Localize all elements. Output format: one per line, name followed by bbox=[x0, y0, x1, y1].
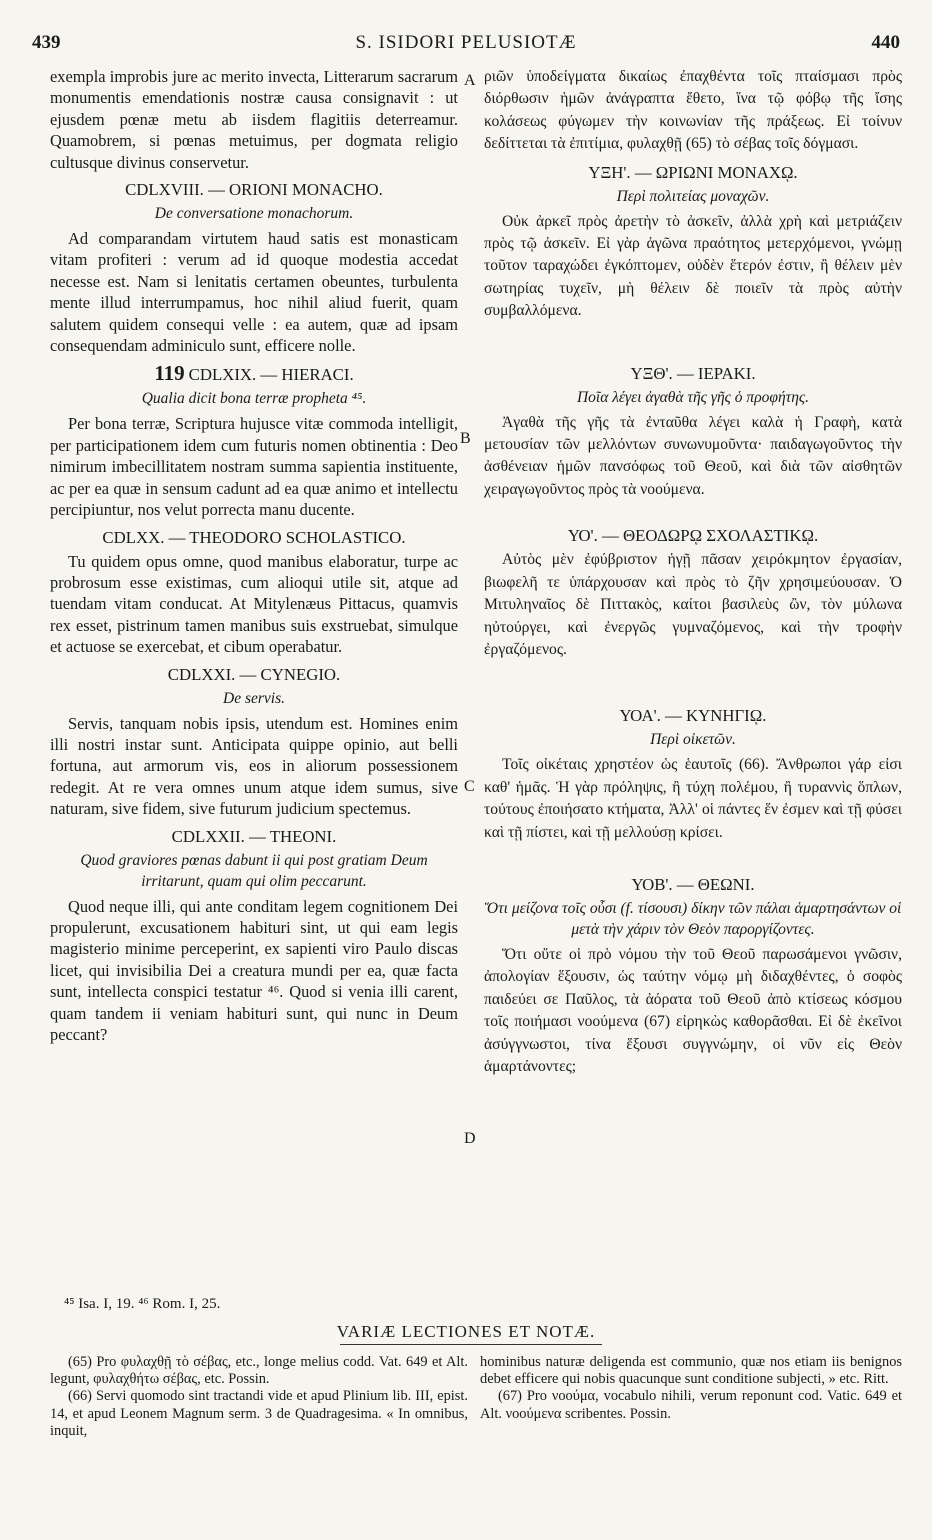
notes-title: VARIÆ LECTIONES ET NOTÆ. bbox=[336, 1322, 596, 1341]
note-66: (66) Servi quomodo sint tractandi vide et apud Plinium lib. III, epist. 14, et apud Leonem Magnum serm. 3 de Quadragesima. « In omnibus, inquit, bbox=[50, 1388, 468, 1439]
greek-text-469: Ἀγαθὰ τῆς γῆς τὰ ἐνταῦθα λέγει καλὰ ἡ Γραφὴ, κατὰ μετουσίαν τῶν μελλόντων συνωνυμοῦντα· παιδαγωγοῦντος τὴν ἀσθένειαν ἡμῶν πανσόφως τοῦ Θεοῦ, καὶ διὰ τῶν αἰσθητῶν χειραγωγοῦντος πρὸς τὰ νοούμενα. bbox=[484, 413, 902, 498]
greek-heading-468: ΥΞΗ'. — ΩΡΙΩΝΙ ΜΟΝΑΧῼ. bbox=[588, 162, 798, 182]
greek-column bbox=[484, 66, 902, 1078]
notes-left-column bbox=[50, 1354, 468, 1440]
margin-letter-c: C bbox=[464, 778, 475, 795]
latin-text-468: Ad comparandam virtutem haud satis est monasticam vitam profiteri : verum ad id quoque modestia accedat necesse est. Nam si lenitatis certamen obeuntes, turbulenta mente illud interrumpamus, hoc nihil aliud fuerit, quam salutem quidem consequi velle : ea autem, quæ ad ipsam consequendam adminiculo sunt, efficere nolle. bbox=[50, 229, 458, 356]
note-66-continued: hominibus naturæ deligenda est communio, quæ nos etiam iis benignos debet efficere qui nobis quacunque sunt conditione subjecti, » etc. Ritt. bbox=[480, 1354, 902, 1388]
greek-text-472: Ὅτι οὔτε οἱ πρὸ νόμου τὴν τοῦ Θεοῦ παρωσάμενοι γνῶσιν, ἀπολογίαν ἕξουσιν, ὡς ταύτην νόμῳ μὴ διδαχθέντες, ὁ σοφὸς παιδεύει σε Παῦλος, τὰ ἀόρατα τοῦ Θεοῦ ἀπὸ κτίσεως κόσμου τοῖς ποιήμασι νοούμενα (67) εἰρηκὼς καθορᾶσθαι. Εἰ δὲ ἐκεῖνοι ἀσύγγνωστοι, τίνα ἕξουσι συγγνώμην, οἱ νῦν εἰς Θεὸν ἁμαρτάνοντες; bbox=[484, 945, 902, 1075]
latin-text-471: Servis, tanquam nobis ipsis, utendum est. Homines enim illi nostri instar sunt. Anticipata quippe opinio, aut belli fortuna, aut armorum vis, eos in aliorum possessionem redegit. At re vera omnes unum atque idem sumus, sive naturam, sive fidem, sive futurum judicium spectemus. bbox=[50, 713, 458, 819]
latin-subtitle-469: Qualia dicit bona terræ propheta ⁴⁵. bbox=[141, 390, 367, 408]
note-65: (65) Pro φυλαχθῇ τὸ σέβας, etc., longe melius codd. Vat. 649 et Alt. legunt, φυλαχθήτω σέβας, etc. Possin. bbox=[50, 1354, 468, 1388]
greek-subtitle-469: Ποῖα λέγει ἀγαθὰ τῆς γῆς ὁ προφήτης. bbox=[576, 388, 810, 406]
margin-letter-b: B bbox=[460, 430, 471, 447]
greek-text-468: Οὐκ ἀρκεῖ πρὸς ἀρετὴν τὸ ἀσκεῖν, ἀλλὰ χρὴ καὶ μετριάζειν πρὸς τῷ ἀσκεῖν. Εἰ γὰρ ἀγῶνα πραότητος μετερχόμενοι, γνώμῃ τοῦτον ταραχώδει ἐγκόπτομεν, οὐδὲν ἕτερόν ἐστιν, ἢ θέλειν μὲν σωτηρίας τυχεῖν, μὴ θέλειν δὲ ποιεῖν τὰ πρὸς αὐτὴν συμβαλλόμενα. bbox=[484, 212, 902, 320]
greek-heading-470: ΥΟ'. — ΘΕΟΔΩΡῼ ΣΧΟΛΑΣΤΙΚῼ. bbox=[567, 526, 819, 546]
note-67: (67) Pro νοούμα, vocabulo nihili, verum reponunt cod. Vatic. 649 et Alt. νοούμενα scribentes. Possin. bbox=[480, 1388, 902, 1422]
latin-subtitle-471: De servis. bbox=[223, 689, 285, 707]
latin-text-470: Tu quidem opus omne, quod manibus elaboratur, turpe ac probrosum esse existimas, cum alioqui utile sit, atque ad tuendam vitam conducat. At Mitylenæus Pittacus, quamvis rex esset, pistrinum tamen manibus suis exstruebat, simulque et actuose se exercebat, et cibum operabatur. bbox=[50, 551, 458, 657]
latin-heading-469: CDLXIX. — HIERACI. bbox=[188, 365, 354, 385]
notes-title-underline bbox=[340, 1344, 602, 1345]
greek-intro: ριῶν ὑποδείγματα δικαίως ἐπαχθέντα τοῖς πταίσμασι πρὸς διόρθωσιν ἡμῶν ἀνάγραπτα ἔθετο, ἵνα τῷ φόβῳ τῆς ἴσης κολάσεως φύγωμεν τὴν κοινωνίαν τῆς πράξεως. Εἰ τοίνυν δεδίττεται τὰ ἐπιτίμια, φυλαχθῇ (65) τὸ σέβας τοῖς δόγμασι. bbox=[484, 68, 902, 153]
greek-heading-471: ΥΟΑ'. — ΚΥΝΗΓΙῼ. bbox=[619, 706, 767, 726]
footnote-references: ⁴⁵ Isa. I, 19. ⁴⁶ Rom. I, 25. bbox=[64, 1296, 221, 1312]
latin-text-469: Per bona terræ, Scriptura hujusce vitæ commoda intelligit, per participationem idem cum futuris nomen obtinentia : Deo nimirum imbecillitatem nostram summa sapientia instituente, ac per ea quæ in sensum cadunt ad ea quæ animo et intellectu percipiuntur, nos velut porrecta manu ducente. bbox=[50, 414, 458, 520]
margin-letter-a: A bbox=[464, 72, 476, 89]
greek-subtitle-471: Περὶ οἰκετῶν. bbox=[650, 731, 736, 749]
greek-subtitle-468: Περὶ πολιτείας μοναχῶν. bbox=[616, 187, 770, 205]
greek-text-471: Τοῖς οἰκέταις χρηστέον ὡς ἑαυτοῖς (66). Ἄνθρωποι γάρ εἰσι καθ' ἡμᾶς. Ἡ γὰρ πρόληψις, ἢ τύχη πολέμου, ἢ τυραννὶς ὅπλων, τούτους ἐποιήσατο κτήματα, Ἀλλ' οἱ πάντες ἕν ἐσμεν καὶ τῇ φύσει καὶ τῇ πίστει, καὶ τῇ μελλούσῃ κρίσει. bbox=[484, 756, 902, 841]
latin-subtitle-468: De conversatione monachorum. bbox=[154, 205, 354, 223]
latin-heading-472: CDLXXII. — THEONI. bbox=[171, 826, 337, 846]
page-header bbox=[30, 32, 902, 62]
latin-column bbox=[50, 66, 458, 1045]
latin-subtitle-472: Quod graviores pœnas dabunt ii qui post gratiam Deum irritarunt, quam qui olim peccarunt. bbox=[80, 851, 428, 890]
latin-heading-468: CDLXVIII. — ORIONI MONACHO. bbox=[125, 180, 383, 200]
margin-letter-d: D bbox=[464, 1130, 476, 1147]
greek-subtitle-472: Ὅτι μείζονα τοῖς οὖσι (f. τίσουσι) δίκην τῶν πάλαι ἁμαρτησάντων οἱ μετὰ τὴν χάριν τὸν Θεὸν παροργίζοντες. bbox=[484, 899, 902, 938]
page-number-right: 440 bbox=[871, 32, 900, 53]
latin-heading-470: CDLXX. — THEODORO SCHOLASTICO. bbox=[102, 527, 406, 547]
notes-right-column bbox=[480, 1354, 902, 1423]
greek-heading-469: ΥΞΘ'. — ΙΕΡΑΚΙ. bbox=[630, 363, 756, 383]
page-number-left: 439 bbox=[32, 32, 61, 53]
greek-heading-472: ΥΟΒ'. — ΘΕΩΝΙ. bbox=[631, 874, 755, 894]
latin-intro: exempla improbis jure ac merito invecta, Litterarum sacrarum monumentis emendationis nostræ causa consignavit : ut ejusdem pœnæ metu ab iisdem flagitiis deterreamur. Quamobrem, si pœnas metuimus, per dogmata religio cultusque divinus conservetur. bbox=[50, 67, 458, 172]
column-number: 119 bbox=[154, 361, 185, 386]
running-title: S. ISIDORI PELUSIOTÆ bbox=[355, 32, 577, 53]
greek-text-470: Αὐτὸς μὲν ἐφύβριστον ἡγῇ πᾶσαν χειρόκμητον ἐργασίαν, βιωφελῆ τε ὑπάρχουσαν καὶ πρὸς τὸ ζῆν χρησιμεύουσαν. Ὁ Μιτυληναῖος δὲ Πιττακὸς, καίτοι βασιλεὺς ὢν, τὸν μύλωνα ηὐτούργει, καὶ ἐνεργῶς γυμναζόμενος, καὶ τὴν τροφὴν ἐργαζόμενος. bbox=[484, 551, 902, 658]
latin-heading-469-row bbox=[50, 362, 458, 386]
latin-text-472: Quod neque illi, qui ante conditam legem cognitionem Dei propulerunt, excusationem habituri sint, ut qui eam legis magisterio minime perceperint, ex sapienti viro Paulo discas licet, qui invisibilia Dei a creatura mundi per ea, quæ facta sunt, intellecta conspici testatur ⁴⁶. Quod si venia illi carent, quam tandem ii veniam habituri sunt, qui nunc in Deum peccant? bbox=[50, 896, 458, 1044]
latin-heading-471: CDLXXI. — CYNEGIO. bbox=[167, 664, 341, 684]
